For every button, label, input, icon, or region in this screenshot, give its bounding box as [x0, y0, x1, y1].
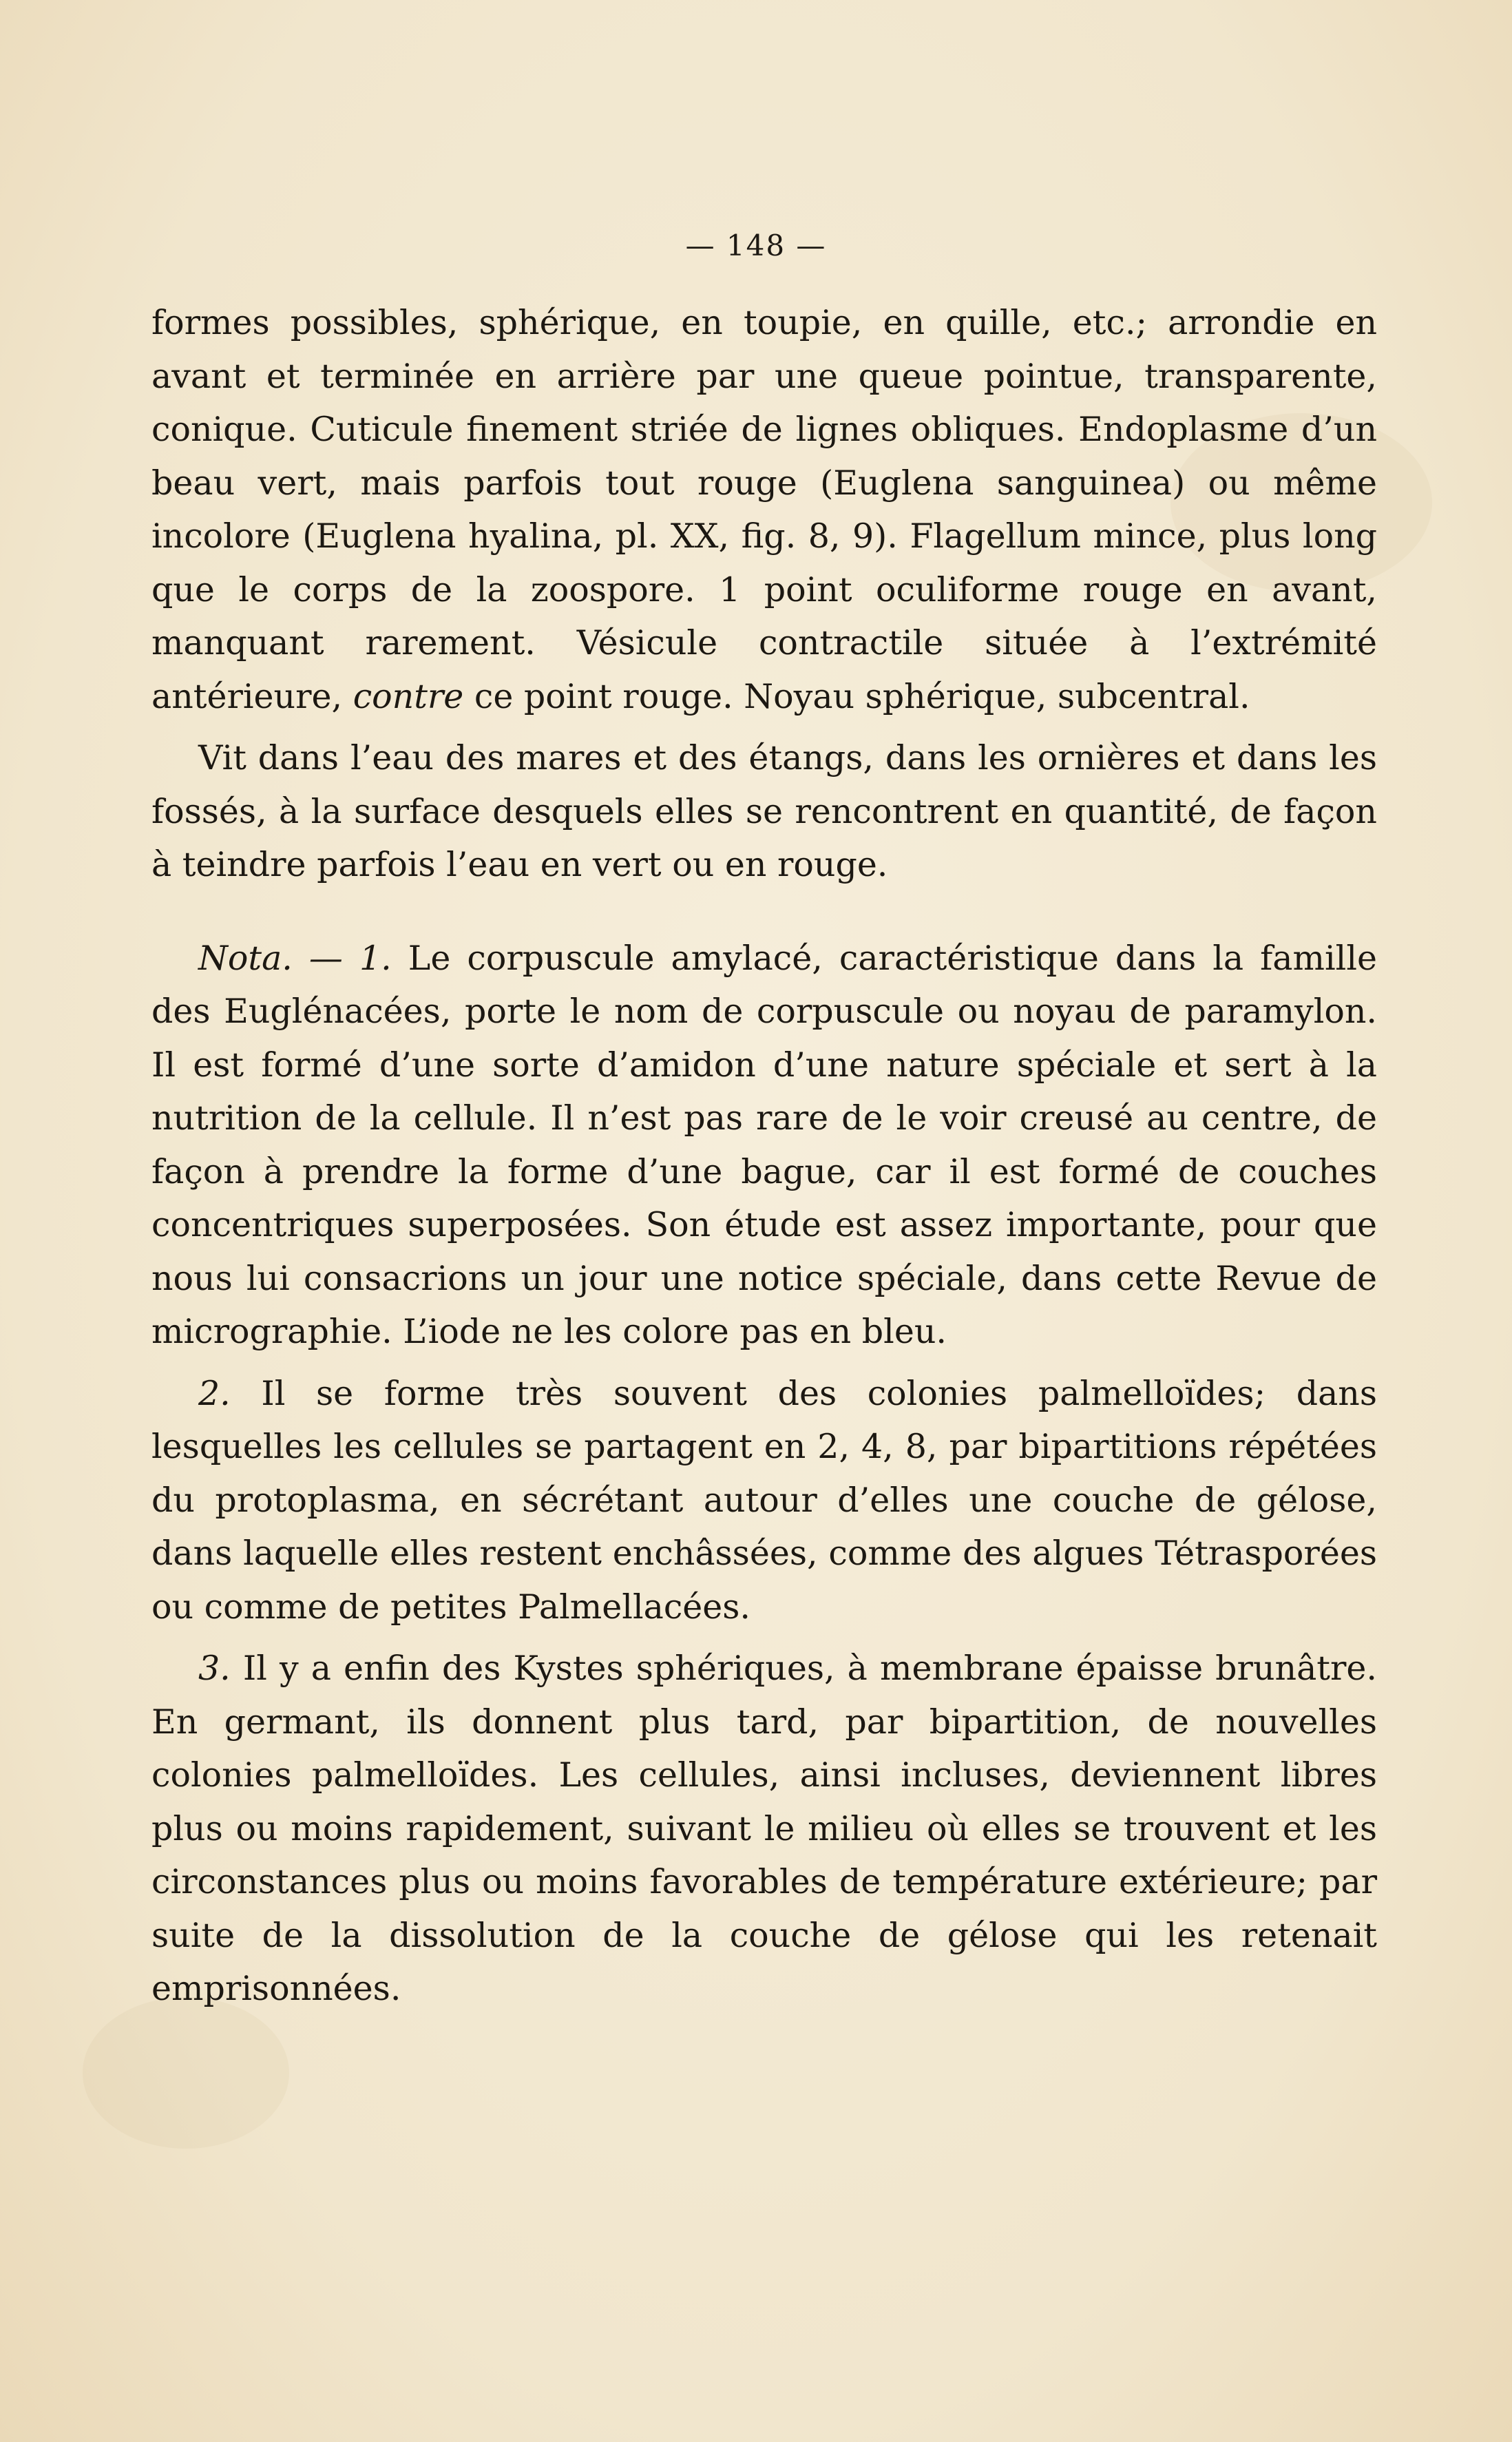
- body-text: [151, 296, 1377, 2016]
- paragraph-nota-2: [151, 1367, 1377, 1634]
- note-number: 2.: [198, 1373, 231, 1413]
- paragraph-text: ce point rouge. Noyau sphérique, subcentral.: [463, 676, 1250, 716]
- note-number: 3.: [198, 1649, 231, 1688]
- paragraph-description: [151, 296, 1377, 723]
- paragraph-text: Vit dans l’eau des mares et des étangs, dans les ornières et dans les fossés, à la surface desquels elles se rencontrent en quantité, de façon à teindre parfois l’eau en vert ou en rouge.: [151, 738, 1377, 884]
- paragraph-nota-1: [151, 932, 1377, 1359]
- paragraph-text: formes possibles, sphérique, en toupie, en quille, etc.; arrondie en avant et terminée en arrière par une queue pointue, transparente, conique. Cuticule finement striée de lignes obliques. Endoplasme d’un beau vert, mais parfois tout rouge (Euglena sanguinea) ou même incolore (Euglena hyalina, pl. XX, fig. 8, 9). Flagellum mince, plus long que le corps de la zoospore. 1 point oculiforme rouge en avant, manquant rarement. Vésicule contractile située à l’extrémité antérieure,: [151, 303, 1377, 716]
- paragraph-habitat: [151, 731, 1377, 892]
- paragraph-text: Il se forme très souvent des colonies palmelloïdes; dans lesquelles les cellules se partagent en 2, 4, 8, par bipartitions répétées du protoplasma, en sécrétant autour d’elles une couche de gélose, dans laquelle elles restent enchâssées, comme des algues Tétrasporées ou comme de petites Palmellacées.: [151, 1373, 1377, 1627]
- paragraph-text: Le corpuscule amylacé, caractéristique dans la famille des Euglénacées, porte le nom de corpuscule ou noyau de paramylon. Il est formé d’une sorte d’amidon d’une nature spéciale et sert à la nutrition de la cellule. Il n’est pas rare de le voir creusé au centre, de façon à prendre la forme d’une bague, car il est formé de couches concentriques superposées. Son étude est assez importante, pour que nous lui consacrions un jour une notice spéciale, dans cette Revue de micrographie. L’iode ne les colore pas en bleu.: [151, 938, 1377, 1351]
- paragraph-nota-3: [151, 1642, 1377, 2016]
- paper-stain: [83, 1997, 289, 2149]
- note-label: Nota. — 1.: [198, 938, 392, 978]
- page-number: — 148 —: [685, 229, 827, 262]
- paragraph-text: Il y a enfin des Kystes sphériques, à membrane épaisse brunâtre. En germant, ils donnent plus tard, par bipartition, de nouvelles colonies palmelloïdes. Les cellules, ainsi incluses, deviennent libres plus ou moins rapidement, suivant le milieu où elles se trouvent et les circonstances plus ou moins favorables de température extérieure; par suite de la dissolution de la couche de gélose qui les retenait emprisonnées.: [151, 1649, 1377, 2008]
- emphasis-word: contre: [353, 676, 464, 716]
